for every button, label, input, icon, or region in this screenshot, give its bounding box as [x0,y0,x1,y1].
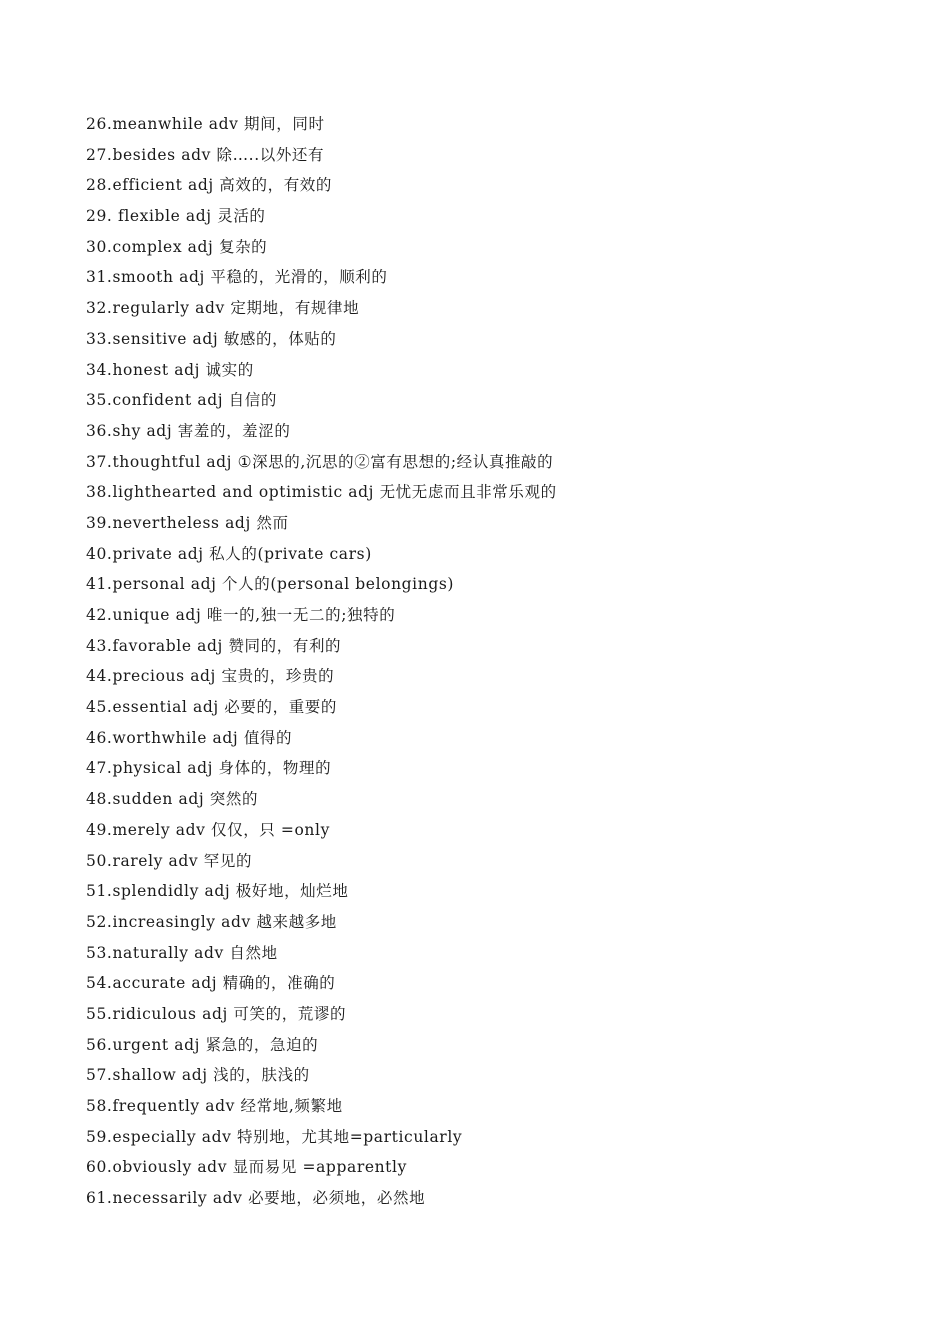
vocab-entry: 59.especially adv 特别地，尤其地=particularly [86,1127,463,1146]
vocab-entry: 40.private adj 私人的(private cars) [86,544,372,563]
vocab-entry: 30.complex adj 复杂的 [86,237,268,256]
vocab-entry: 32.regularly adv 定期地，有规律地 [86,299,360,318]
vocab-entry: 35.confident adj 自信的 [86,391,277,410]
vocab-entry: 50.rarely adv 罕见的 [86,851,253,870]
vocab-entry: 58.frequently adv 经常地,频繁地 [86,1097,343,1115]
vocab-entry: 33.sensitive adj 敏感的，体贴的 [86,329,337,348]
vocab-entry: 46.worthwhile adj 值得的 [86,728,293,747]
vocab-entry: 29. flexible adj 灵活的 [86,207,266,226]
vocab-entry: 53.naturally adv 自然地 [86,943,278,962]
vocab-entry: 41.personal adj 个人的(personal belongings) [86,575,455,594]
vocab-entry: 44.precious adj 宝贵的，珍贵的 [86,667,335,686]
vocab-entry: 51.splendidly adj 极好地，灿烂地 [86,882,349,901]
vocab-entry: 27.besides adv 除…..以外还有 [86,145,325,164]
vocab-entry: 57.shallow adj 浅的，肤浅的 [86,1066,310,1085]
vocab-entry: 37.thoughtful adj ①深思的,沉思的②富有思想的;经认真推敲的 [86,452,554,471]
vocab-entry: 45.essential adj 必要的，重要的 [86,698,337,717]
vocab-entry: 31.smooth adj 平稳的，光滑的，顺利的 [86,268,388,287]
vocab-entry: 28.efficient adj 高效的，有效的 [86,176,332,195]
vocab-entry: 54.accurate adj 精确的，准确的 [86,974,336,993]
vocab-entry: 43.favorable adj 赞同的，有利的 [86,636,342,655]
vocab-entry: 60.obviously adv 显而易见 =apparently [86,1158,407,1177]
vocab-entry: 55.ridiculous adj 可笑的，荒谬的 [86,1004,347,1023]
vocab-entry: 49.merely adv 仅仅，只 =only [86,820,330,839]
vocab-entry: 48.sudden adj 突然的 [86,790,259,809]
vocab-entry: 34.honest adj 诚实的 [86,360,254,379]
vocab-entry: 61.necessarily adv 必要地，必须地，必然地 [86,1189,426,1208]
vocab-entry: 26.meanwhile adv 期间，同时 [86,115,325,133]
vocab-entry: 39.nevertheless adj 然而 [86,513,289,532]
vocab-entry: 52.increasingly adv 越来越多地 [86,912,337,931]
vocab-entry: 36.shy adj 害羞的，羞涩的 [86,421,291,440]
vocab-entry: 56.urgent adj 紧急的，急迫的 [86,1035,319,1054]
vocab-entry: 47.physical adj 身体的，物理的 [86,759,332,778]
vocab-entry: 38.lighthearted and optimistic adj 无忧无虑而且非常乐观的 [86,483,557,502]
vocab-entry: 42.unique adj 唯一的,独一无二的;独特的 [86,606,396,624]
vocabulary-list [86,109,557,1214]
